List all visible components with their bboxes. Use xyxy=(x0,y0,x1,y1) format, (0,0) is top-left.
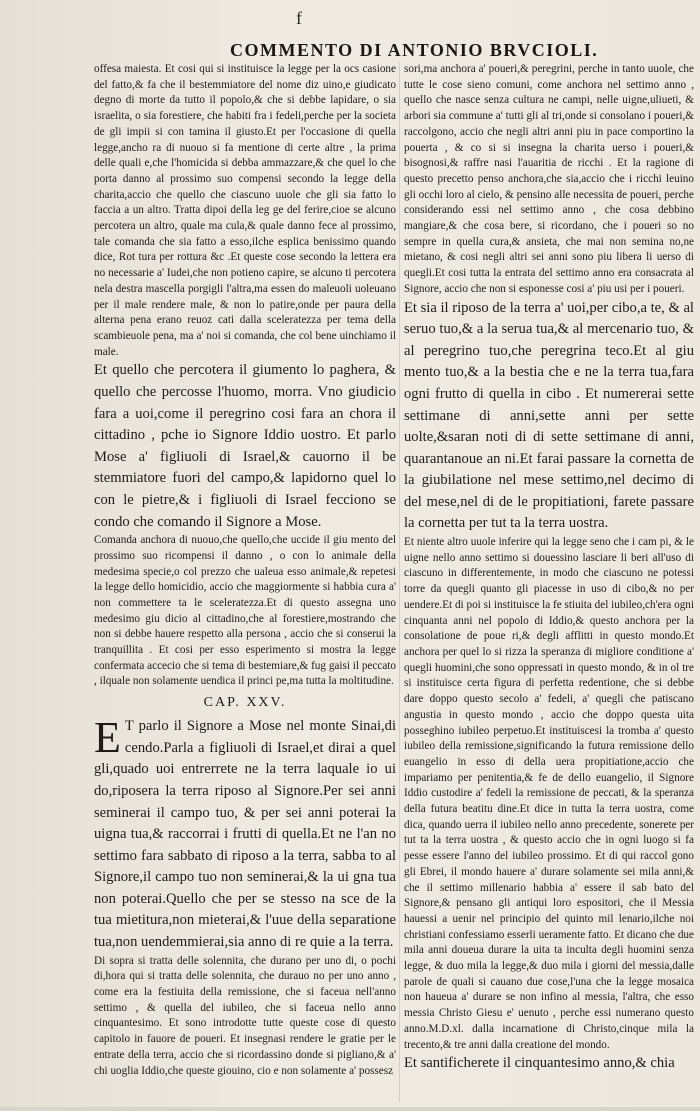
scripture-text: T parlo il Signore a Mose nel monte Sinai,di cendo.Parla a figliuoli di Israel,et dirai a quel gli,quado uoi entrerrete ne la terra laquale io ui do,riposera la terra riposo al Signore.Per sei anni seminerai il campo tuo, & per sei anni poterai la uigna tua,& raccorrai i frutti di quella.Et ne l'an no settimo fara sabbato di riposo a la terra, sabba to al Signore,il campo tuo non seminerai,& la ui gna tua non poterai.Quello che per se stesso na sce de la tua mietitura,non mieterai,& l'uue della separatione tua,non uendemmierai,sia anno di re quie a la terra. xyxy=(94,718,396,951)
scripture-paragraph: Et sia il riposo de la terra a' uoi,per cibo,a te, & al seruo tuo,& a la serua tua,& al mercenario tuo, & al peregrino tuo,che peregrina teco.Et al giu mento tuo,& a la bestia che e ne la terra tua,fara ogni frutto di quella in cibo . Et numererai sette settimane di anni,sette anni per sette uolte,&saran noti di di sette settimane di anni, quarantanoue an ni.Et farai passare la cornetta de la giubilatione nel mese settimo,nel decimo di del mese,nel di de le propitiationi, farete passare la cornetta per tut ta la terra uostra. xyxy=(404,299,694,532)
page-edge xyxy=(0,1107,700,1111)
folio-mark: f xyxy=(296,8,302,28)
scripture-paragraph xyxy=(94,713,396,954)
running-head: COMMENTO DI ANTONIO BRVCIOLI. xyxy=(230,40,599,60)
scripture-paragraph: Et santificherete il cinquantesimo anno,& chia xyxy=(404,1055,675,1072)
column-gutter xyxy=(399,62,400,1102)
drop-capital: E xyxy=(94,713,121,763)
commentary-paragraph: offesa maiesta. Et cosi qui si instituisce la legge per la ocs casione del fatto,& fa che il bestemmiatore del nome diz uino,e giudicato degno di morte da tutto il popolo,& che si debbe lapidare, o sia israelita, o sia forestiere, che habiti fra i fedeli,perche per la societa de gli impii si con tamina il giusto.Et per l'occasione di quella legge,ancho ra di nuouo si fa mentione di certe altre , la prima delle quali e,che l'homicida si debba ammazzare,& che quel lo che porta danno al prossimo suo compensi secondo la legge della charita,accio che quello che ciascuno uuole che gli sia fatto lo faccia a un altro. Tratta dipoi della leg ge del ferire,cioe se alcuno percotera un altro, quale ma cula,& quale danno fece al prossimo, tale comanda che sia fatto a esso,ilche esplica benissimo quando dice, Rot tura per rottura &c .Et queste cose secondo la lettera era no necessarie a' Iudei,che non potieno capire, se alcuno ti percotera nela destra mascella porgigli l'altra,ma essen do maleuoli uoleuano per il male rendere male, & non lo patire,onde per paura della alterna pena erano reuoz cati dalla sceleratezza per tema della scambieuole pena, ma a' noi si comanda, che col bene uinchiamo il male. xyxy=(94,63,396,358)
left-column xyxy=(94,62,396,1106)
right-column xyxy=(404,62,694,1106)
commentary-paragraph: Et niente altro uuole inferire qui la legge seno che i cam pi, & le uigne nello anno settimo si douessino lasciare li beri all'uso di ciascuno in differentemente, in modo che ciascuno ne potessi torre da quegli quanto gli piacesse in uso di cibo,& no per uendere.Et di poi si instituisce la fe stiuita del iubileo,ch'era ogni cinquanta anni nel popolo di Iddio,& questo anchora per la consolatione de poue ri,& degli afflitti in questo mondo.Et anchora per quel lo si rizza la speranza di migliore conditione a' quegli huomini,che sono oppressati in questo mondo, & in ol tre si instituisce certa figura di perfetta redentione, che si debbe dare doppo questo secolo a' fedeli, a' quegli che patiscano angustia in questo mondo , accio che doppo questa uita posseghino iubileo perpetuo.Et instituiscesi la tromba a' questo iubileo della remissione,significando la futura remissione dello euangelio in esso di della uera propitiatione,accio che impariamo per penitentia,& fe de dello euangelio, il Signore Iddio custodire a' fedeli la remissione de peccati, & la speranza della futura beatitu dine.Et dice in tutta la terra uostra, come dica, quando uerra il iubileo nello anno precedente, sonerete per tut ta la terra uostra , & questo accio che in ogni luogo si fa pesse essere l'anno del iubileo prossimo. Et di qui raccol gono gli Ebrei, il mondo hauere a' durare solamente sei mila anni,& che il settimo millenario habbia a' essere il sab bato del Signore,& pensano gli antiqui loro espositori, che il Messia hauessi a uenir nel principio del quinto mil lenario,ilche noi christiani confessiamo esserli ueramente fatto. Et dicano che due mila anni doueua durare la uita ta inculta degli huomini senza legge, & duo mila la legge,& duo mila i giorni del messia,dalle parole de quali si cauano due cose,l'una che la legge mosaica non haueua a' durare se non infino al messia, l'altra, che esso messia Christo Giesu e' uenuto , perche essi numerano questo anno.M.D.xl. dalla incarnatione di Christo,cinque mila la trecento,& tre anni dalla creatione del mondo. xyxy=(404,536,694,1051)
chapter-heading: CAP. XXV. xyxy=(203,695,287,711)
commentary-paragraph: Di sopra si tratta delle solennita, che durano per uno di, o pochi di,hora qui si tratta delle solennita, che durauo no per uno anno , come era la festiuita della remissione, che si faceua nell'anno settimo , & quella del iubileo, che si faceua nello anno cinquantesimo. Et sono introdotte tutte queste cose di questo capitolo in fauore de poueri. Et insegnasi rendere le gratie per le entrate della terra, accio che si ricordassino donde si pigliano,& a' chi uoglia Iddio,che queste giouino, cio e non solamente a' possesz xyxy=(94,954,396,1077)
commentary-paragraph: Comanda anchora di nuouo,che quello,che uccide il giu mento del prossimo suo ricompensi il danno , o con lo animale della medesima specie,o col prezzo che ualeua esso animale,& repetesi la legge dello homicidio, accio che maggiormente si habbia cura a' non commettere ta le sceleratezza.Et di questo assegna uno medesimo giu dicio al cittadino,che al forestiere,mostrando che non si debbe hauere respetto alla persona , accio che si conserui la tranquillita . Et cosi per esso esperimento si mostra la legge confermata accecio che si tema di bestemiare,& fug gaisi il peccato , ilquale non solamente uendica il princi pe,ma tutta la moltitudine. xyxy=(94,534,396,688)
commentary-paragraph: sori,ma anchora a' poueri,& peregrini, perche in tanto uuole, che tutte le cose sieno comuni, come anchora nel settimo anno , quello che nasce senza cultura ne campi, nelle uigne,uliueti, & arbori sia commune a' tutti gli al tri,onde si consolano i poueri,& raccolgono, accio che negli altri anni piu in pace comportino la pouerta , & co si si insegna la charita uerso i poueri,& bisognosi,& raffre nasi l'auaritia de ricchi . Et la ragione di questo precetto penso anchora,che sia,accio che i ricchi leuino gli occhi loro al cielo, & pensino alle necessita de poueri, perche considerando essi nel settimo anno , che cosa debbino mangiare,& che cosa bere, si ricordano, che i poueri so no sempre in quella cura,& ansieta, che mai non semina no,ne mietano, & cosi negli altri sei anni sono piu libera li uerso di quegli.Et cosi tutta la entrata del settimo anno era consacrata al Signore, accio che non si esponesse cosi a' piu usi per i poueri. xyxy=(404,63,694,295)
scripture-paragraph: Et quello che percotera il giumento lo paghera, & quello che percosse l'huomo, morra. Vno giudicio fara a uoi,come il peregrino cosi fara an chora il cittadino , pche io Signore Iddio uostro. Et parlo Mose a' figliuoli di Israel,& cauorno il be stemmiatore fuori del campo,& lapidorno quel lo con le pietre,& i figliuoli di Israel fecciono se condo che comando il Signore a Mose. xyxy=(94,362,396,530)
